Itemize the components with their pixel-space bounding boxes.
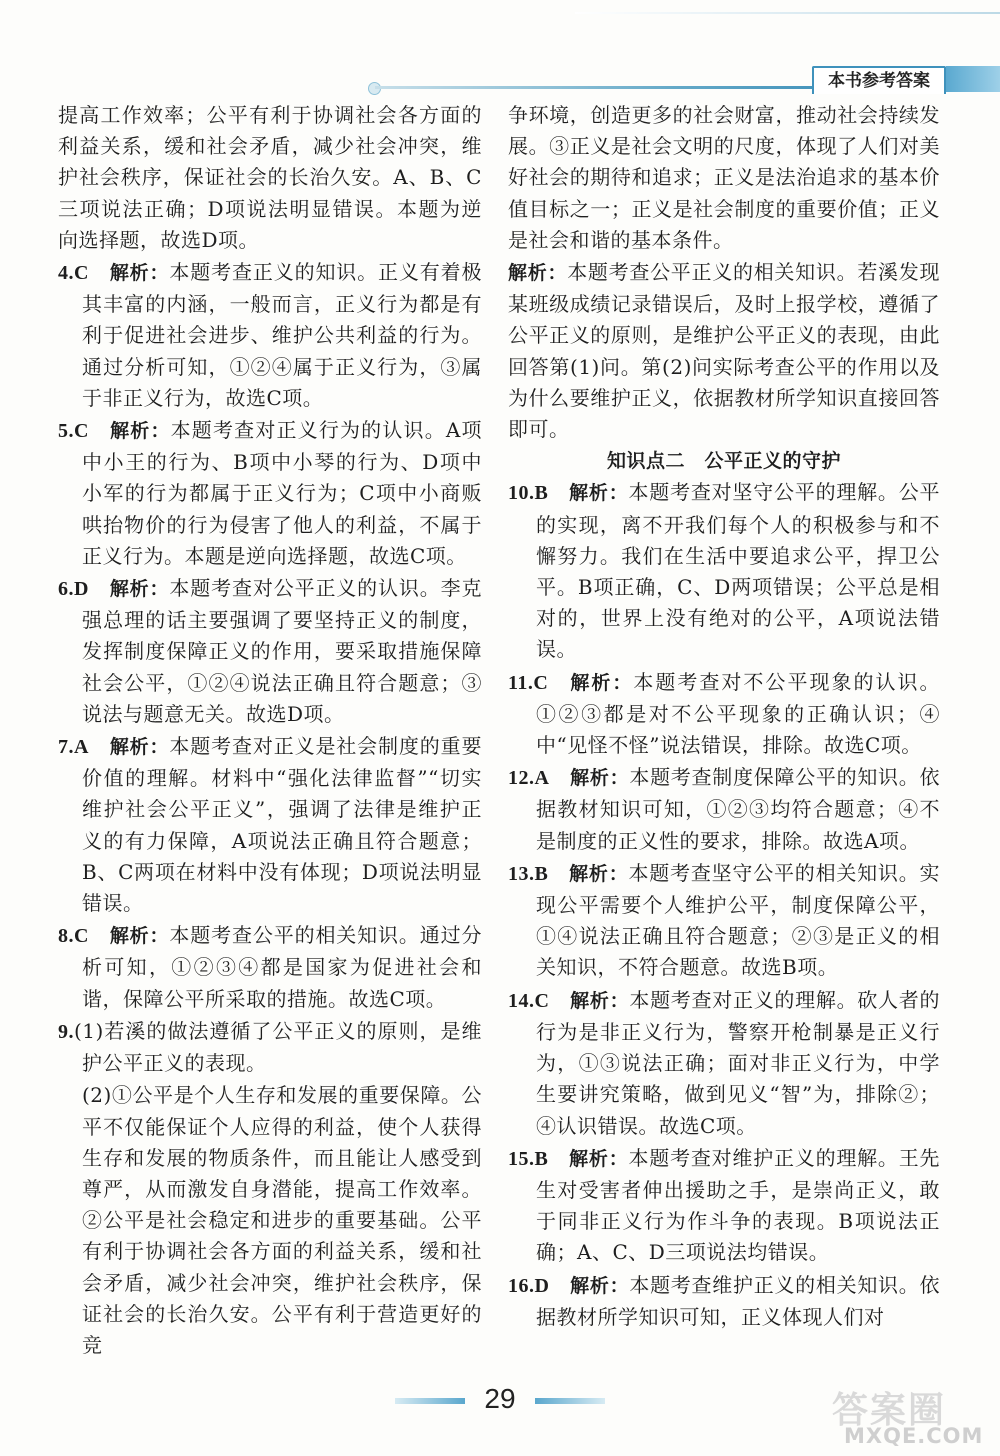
analysis-text: 本题考查公平正义的相关知识。若溪发现某班级成绩记录错误后，及时上报学校，遵循了公平正义的原则，是维护公平正义的表现，由此回答第(1)问。第(2)问实际考查公平的作用以及为什么要维护正义，依据教材所学知识直接回答即可。 <box>508 260 940 442</box>
answer-text: 本题考查对维护正义的理解。王先生对受害者伸出援助之手，是崇尚正义，敢于同非正义行为作斗争的表现。B项说法正确；A、C、D三项说法均错误。 <box>536 1145 940 1265</box>
answer-choice: C <box>74 925 89 948</box>
watermark-logo <box>832 1382 992 1452</box>
answer-choice: A <box>534 767 550 790</box>
answer-item <box>508 762 940 857</box>
header-title: 本书参考答案 <box>812 66 946 94</box>
analysis-label: 解析： <box>109 736 170 759</box>
answer-item <box>508 858 940 984</box>
answer-item <box>58 257 482 414</box>
answer-choice: C <box>74 262 89 285</box>
page-number: 29 <box>484 1383 516 1414</box>
answer-text: 本题考查制度保障公平的知识。依据教材知识可知，①②③均符合题意；④不是制度的正义性的要求，排除。故选A项。 <box>536 765 940 853</box>
question-number: 13. <box>508 862 535 885</box>
analysis-label: 解析： <box>109 262 170 285</box>
analysis-label: 解析： <box>568 862 629 885</box>
analysis-label: 解析： <box>568 1147 629 1170</box>
left-column <box>58 100 482 1362</box>
answer-text: 本题考查对公平正义的认识。李克强总理的话主要强调了要坚持正义的制度，发挥制度保障正义的作用，要采取措施保障社会公平，①②④说法正确且符合题意；③说法与题意无关。故选D项。 <box>82 576 482 726</box>
header-rule-top <box>575 12 1000 14</box>
footer-ornament-right <box>535 1398 605 1404</box>
analysis-label: 解析： <box>109 578 170 601</box>
question-number: 6. <box>58 578 74 601</box>
question-number: 12. <box>508 767 535 790</box>
answer-choice: C <box>533 671 549 694</box>
question-number: 16. <box>508 1274 535 1297</box>
question-number: 14. <box>508 989 535 1012</box>
answer-text: 本题考查公平的相关知识。通过分析可知，①②③④都是国家为促进社会和谐，保障公平所采取的措施。故选C项。 <box>82 923 482 1011</box>
page-header <box>0 0 1000 100</box>
analysis-label: 解析： <box>508 262 568 285</box>
answer-choice: B <box>534 482 549 505</box>
analysis-label: 解析： <box>569 767 630 790</box>
question-number: 5. <box>58 420 74 443</box>
answer-text: 本题考查正义的知识。正义有着极其丰富的内涵，一般而言，正义行为都是有利于促进社会进步、维护公共利益的行为。通过分析可知，①②④属于正义行为，③属于非正义行为，故选C项。 <box>82 260 482 410</box>
answer-item <box>508 985 940 1142</box>
analysis-note <box>508 257 940 445</box>
watermark-text: 答案圈 <box>832 1390 947 1431</box>
answer-item <box>58 920 482 1015</box>
answer-choice: C <box>534 989 550 1012</box>
analysis-label: 解析： <box>568 671 634 694</box>
answer-text: 本题考查对正义是社会制度的重要价值的理解。材料中“强化法律监督”“切实维护社会公平正义”，强调了法律是维护正义的有力保障，A项说法正确且符合题意；B、C两项在材料中没有体现；D项说法明显错误。 <box>82 734 482 916</box>
answer-choice: D <box>74 578 89 601</box>
section-heading: 知识点二 公平正义的守护 <box>606 450 841 473</box>
answer-choice: D <box>534 1274 550 1297</box>
answer-item <box>508 1143 940 1269</box>
right-column <box>508 100 940 1334</box>
answer-text: 本题考查对正义行为的认识。A项中小王的行为、B项中小琴的行为、D项中小军的行为都属于正义行为；C项中小商贩哄抬物价的行为侵害了他人的利益，不属于正义行为。本题是逆向选择题，故选C项。 <box>82 418 482 568</box>
question-number: 11. <box>508 671 534 694</box>
analysis-label: 解析： <box>568 482 629 505</box>
question-number: 9. <box>58 1020 74 1043</box>
answer-choice: C <box>74 420 89 443</box>
answer-text: 本题考查对坚守公平的理解。公平的实现，离不开我们每个人的积极参与和不懈努力。我们在生活中要追求公平，捍卫公平。B项正确，C、D两项错误；公平总是相对的，世界上没有绝对的公平，A项说法错误。 <box>536 480 940 662</box>
paragraph-continuation: 提高工作效率；公平有利于协调社会各方面的利益关系，缓和社会矛盾，减少社会冲突，维护社会秩序，保证社会的长治久安。A、B、C三项说法正确；D项说法明显错误。本题为逆向选择题，故选D项。 <box>58 103 482 252</box>
header-accent-block <box>946 66 1000 92</box>
answer-item <box>508 667 940 762</box>
footer-ornament-left <box>395 1398 465 1404</box>
analysis-label: 解析： <box>569 989 630 1012</box>
answer-item <box>58 415 482 572</box>
answer-item <box>508 477 940 665</box>
answer-text: 本题考查坚守公平的相关知识。实现公平需要个人维护公平，制度保障公平，①④说法正确且符合题意；②③是正义的相关知识，不符合题意。故选B项。 <box>536 860 940 980</box>
answer-item <box>58 731 482 919</box>
answer-text: 本题考查对不公平现象的认识。①②③都是对不公平现象的正确认识；④中“见怪不怪”说法错误，排除。故选C项。 <box>536 669 940 758</box>
analysis-label: 解析： <box>109 925 170 948</box>
analysis-label: 解析： <box>109 420 171 443</box>
answer-text: (1)若溪的做法遵循了公平正义的原则，是维护公平正义的表现。 <box>74 1018 482 1076</box>
answer-text: 本题考查对正义的理解。砍人者的行为是非正义行为，警察开枪制暴是正义行为，①③说法正确；面对非正义行为，中学生要讲究策略，做到见义“智”为，排除②；④认识错误。故选C项。 <box>536 987 940 1138</box>
answer-item <box>508 1270 940 1333</box>
paragraph-continuation: 争环境，创造更多的社会财富，推动社会持续发展。③正义是社会文明的尺度，体现了人们对美好社会的期待和追求；正义是法治追求的基本价值目标之一；正义是社会制度的重要价值；正义是社会和谐的基本条件。 <box>508 103 940 252</box>
question-number: 8. <box>58 925 74 948</box>
paragraph-continuation: (2)①公平是个人生存和发展的重要保障。公平不仅能保证个人应得的利益，使个人获得生存和发展的物质条件，而且能让人感受到尊严，从而激发自身潜能，提高工作效率。②公平是社会稳定和进步的重要基础。公平有利于协调社会各方面的利益关系，缓和社会矛盾，减少社会冲突，维护社会秩序，保证社会的长治久安。公平有利于营造更好的竞 <box>82 1083 482 1357</box>
analysis-label: 解析： <box>569 1274 630 1297</box>
question-number: 4. <box>58 262 74 285</box>
question-number: 7. <box>58 736 74 759</box>
answer-item <box>58 573 482 730</box>
watermark-url: MXQE.COM <box>844 1424 984 1448</box>
answer-choice: B <box>534 1147 549 1170</box>
question-number: 15. <box>508 1147 535 1170</box>
answer-text: 本题考查维护正义的相关知识。依据教材所学知识可知，正义体现人们对 <box>536 1272 940 1329</box>
answer-choice: B <box>534 862 549 885</box>
question-number: 10. <box>508 482 535 505</box>
answer-choice: A <box>74 736 89 759</box>
answer-item <box>58 1016 482 1079</box>
